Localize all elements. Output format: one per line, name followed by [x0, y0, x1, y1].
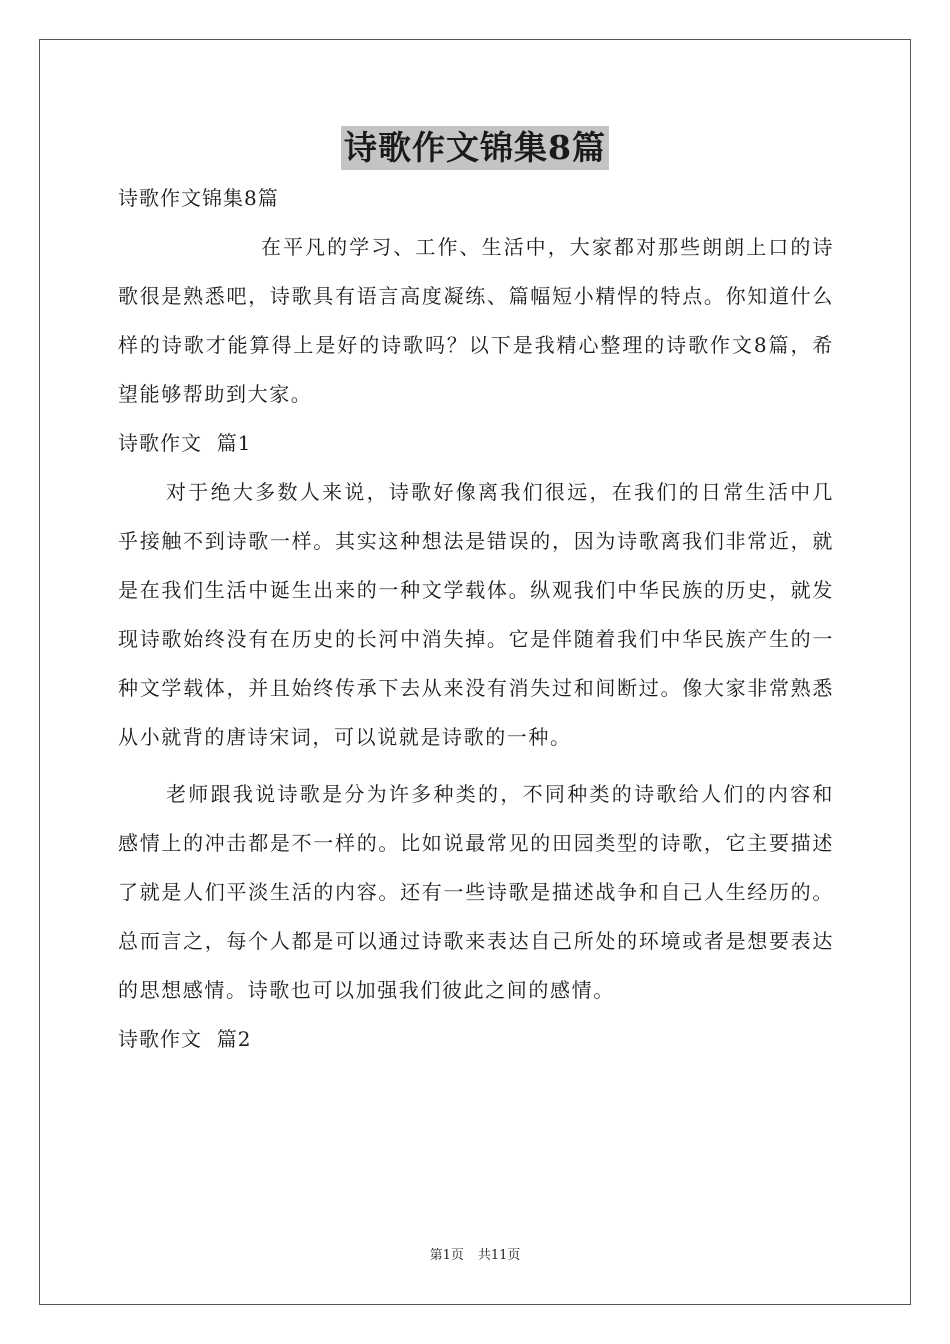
page-footer	[0, 1246, 950, 1266]
intro-paragraph: 在平凡的学习、工作、生活中，大家都对那些朗朗上口的诗歌很是熟悉吧，诗歌具有语言高度凝练、篇幅短小精悍的特点。你知道什么样的诗歌才能算得上是好的诗歌吗？以下是我精心整理的诗歌作文8篇，希望能够帮助到大家。	[118, 235, 834, 406]
document-body	[118, 174, 834, 1064]
page-total: 共11页	[477, 1248, 521, 1263]
body-paragraph: 老师跟我说诗歌是分为许多种类的，不同种类的诗歌给人们的内容和感情上的冲击都是不一样的。比如说最常见的田园类型的诗歌，它主要描述了就是人们平淡生活的内容。还有一些诗歌是描述战争和自己人生经历的。总而言之，每个人都是可以通过诗歌来表达自己所处的环境或者是想要表达的思想感情。诗歌也可以加强我们彼此之间的感情。	[118, 782, 834, 1002]
document-subtitle: 诗歌作文锦集8篇	[118, 186, 279, 210]
body-paragraph: 对于绝大多数人来说，诗歌好像离我们很远，在我们的日常生活中几乎接触不到诗歌一样。其实这种想法是错误的，因为诗歌离我们非常近，就是在我们生活中诞生出来的一种文学载体。纵观我们中华民族的历史，就发现诗歌始终没有在历史的长河中消失掉。它是伴随着我们中华民族产生的一种文学载体，并且始终传承下去从来没有消失过和间断过。像大家非常熟悉从小就背的唐诗宋词，可以说就是诗歌的一种。	[118, 480, 834, 749]
section-heading: 诗歌作文 篇1	[118, 431, 252, 455]
page-number: 第1页	[429, 1248, 464, 1263]
document-title: 诗歌作文锦集8篇	[341, 126, 609, 170]
title-container	[0, 126, 950, 170]
section-heading: 诗歌作文 篇2	[118, 1027, 252, 1051]
